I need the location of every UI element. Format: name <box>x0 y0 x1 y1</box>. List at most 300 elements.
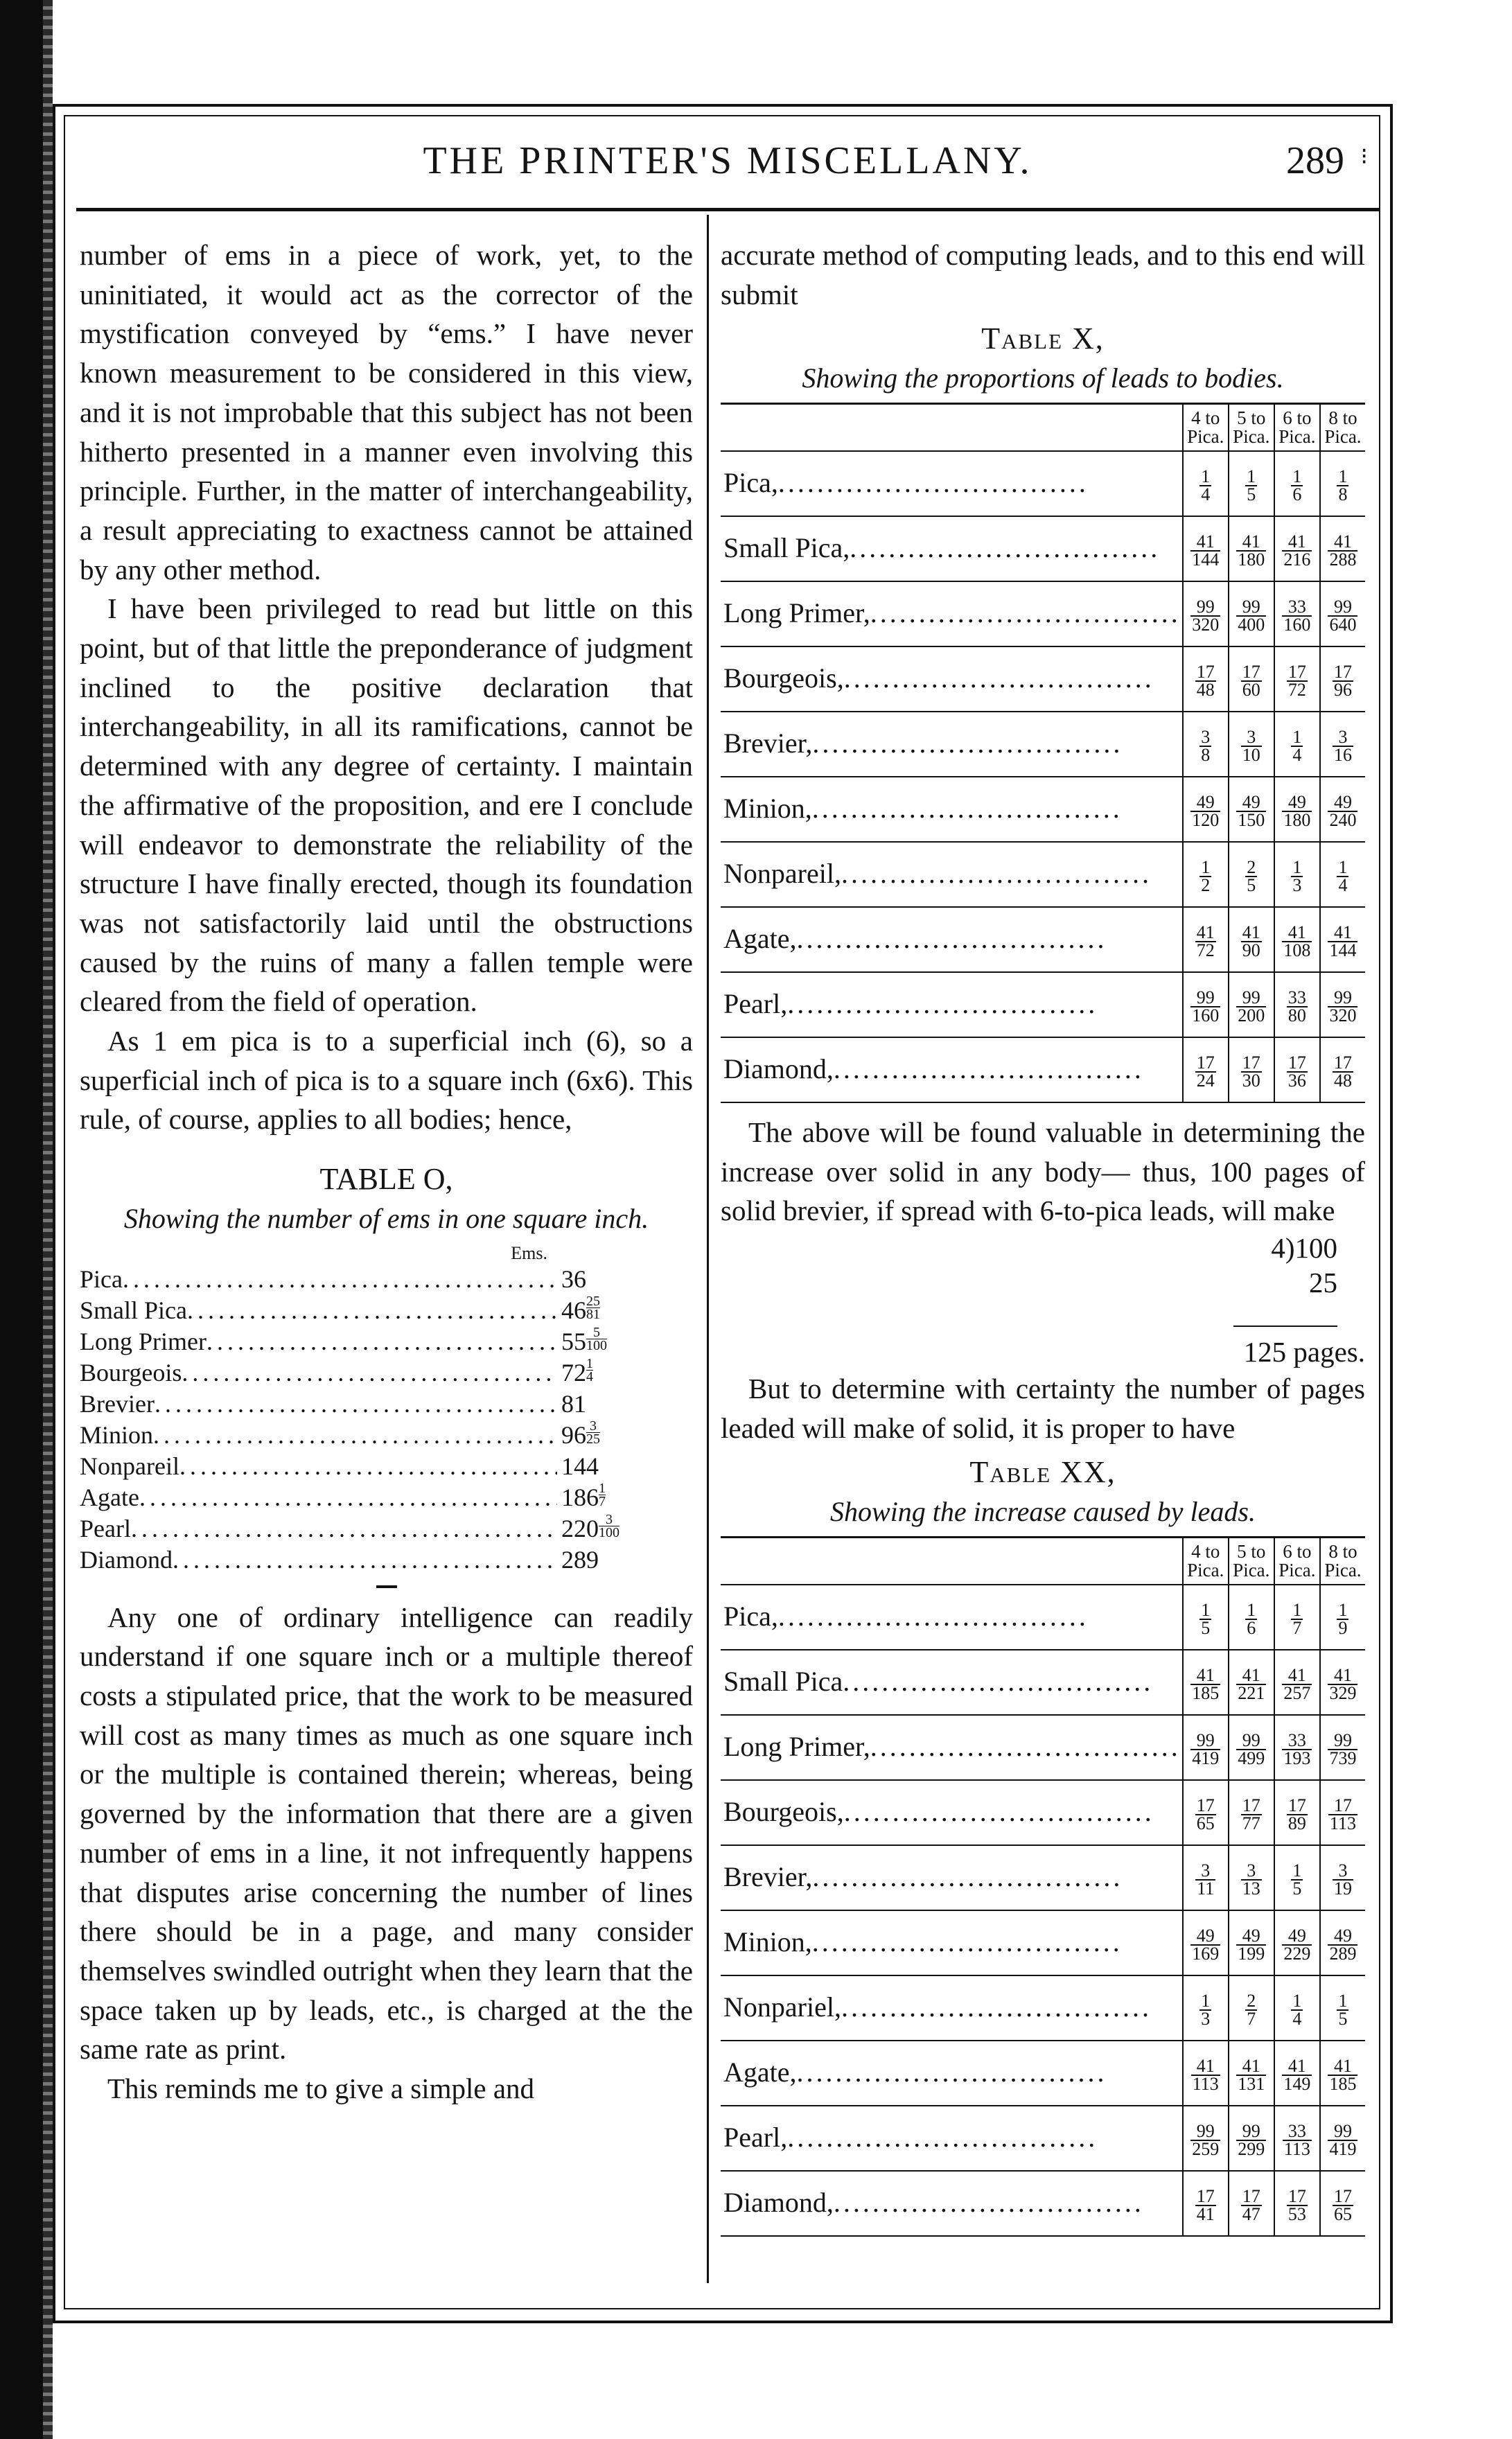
table-cell <box>1183 516 1229 581</box>
paragraph: accurate method of computing leads, and to this end will submit <box>721 239 1365 310</box>
fraction-denominator: 419 <box>1192 1748 1220 1769</box>
table-cell <box>1320 516 1365 581</box>
running-title: THE PRINTER'S MISCELLANY. <box>423 139 1032 182</box>
row-label-text: Brevier, <box>723 728 813 759</box>
fraction-numerator: 41 <box>1328 1667 1357 1685</box>
fraction <box>1333 729 1353 764</box>
binding-edge <box>43 0 53 2439</box>
dot-leader: ................................ <box>843 1666 1154 1698</box>
table-cell <box>1229 1845 1274 1910</box>
fraction <box>1245 859 1257 894</box>
fraction-denominator: 288 <box>1329 549 1357 570</box>
row-label <box>721 2171 1183 2236</box>
row-label <box>721 2041 1183 2106</box>
fraction-denominator: 5 <box>1292 1878 1302 1899</box>
fraction-numerator: 1 <box>1292 857 1302 878</box>
fraction <box>1291 1602 1303 1637</box>
fraction-numerator: 49 <box>1282 794 1312 812</box>
dot-leader: ................................ <box>870 597 1181 629</box>
table-header <box>721 1537 1365 1585</box>
dot-leader: ................................ <box>787 2122 1098 2154</box>
row-label-text: Pearl, <box>723 2122 788 2154</box>
fraction <box>1236 599 1266 633</box>
dot-leader: ................................ <box>850 532 1161 564</box>
row-label <box>721 907 1183 972</box>
table-cell <box>1274 646 1320 712</box>
dot-leader: ................................ <box>787 988 1098 1020</box>
fraction-denominator: 320 <box>1192 615 1220 635</box>
fraction-denominator: 47 <box>1242 2204 1260 2225</box>
fraction-numerator: 99 <box>1190 1732 1220 1750</box>
table-cell <box>1183 646 1229 712</box>
fraction-denominator: 5 <box>1247 484 1256 505</box>
dot-leader: ................................ <box>811 793 1123 825</box>
fraction-denominator: 299 <box>1238 2139 1265 2160</box>
table-row <box>721 1715 1365 1780</box>
fraction-denominator: 3 <box>1292 875 1302 896</box>
fraction-numerator: 49 <box>1190 794 1220 812</box>
fraction <box>1337 468 1348 503</box>
fraction <box>1195 924 1216 959</box>
section-divider <box>376 1585 397 1588</box>
fraction-denominator: 9 <box>1338 1618 1348 1639</box>
fraction <box>1241 1055 1262 1089</box>
table-cell <box>1320 1650 1365 1715</box>
fraction-denominator: 144 <box>1329 940 1357 961</box>
row-label <box>721 1845 1183 1910</box>
table-cell <box>1274 1845 1320 1910</box>
fraction-numerator: 3 <box>1195 1863 1215 1881</box>
fraction-denominator: 4 <box>586 1368 593 1384</box>
fraction-denominator: 19 <box>1333 1878 1352 1899</box>
row-label <box>721 581 1183 646</box>
book-binding-shadow <box>0 0 43 2439</box>
table-cell <box>1274 1585 1320 1650</box>
row-label: Nonpareil <box>80 1452 179 1480</box>
fraction-numerator: 41 <box>1190 1667 1220 1685</box>
fraction-numerator: 99 <box>1236 1732 1266 1750</box>
row-label-text: Pica, <box>723 467 778 499</box>
fraction <box>1333 1860 1353 1899</box>
fraction-denominator: 41 <box>1196 2204 1215 2225</box>
fraction <box>1195 1055 1216 1089</box>
table-cell <box>1183 1780 1229 1845</box>
table-xx <box>721 1536 1365 2237</box>
fraction-denominator: 216 <box>1283 549 1311 570</box>
fraction-numerator: 17 <box>1196 1795 1215 1816</box>
fraction-denominator: 4 <box>1201 484 1211 505</box>
dot-leader <box>139 1482 557 1513</box>
fraction-numerator: 17 <box>1287 662 1306 683</box>
fraction-numerator: 99 <box>1328 599 1357 617</box>
dot-leader: ................................ <box>870 1731 1181 1763</box>
fraction-denominator: 149 <box>1283 2074 1311 2095</box>
fraction-numerator: 49 <box>1236 794 1266 812</box>
table-row <box>721 1845 1365 1910</box>
fraction <box>1241 924 1262 959</box>
fraction-numerator: 41 <box>1282 534 1312 552</box>
fraction-denominator: 6 <box>1292 484 1302 505</box>
table-cell <box>1229 1650 1274 1715</box>
fraction-numerator: 17 <box>1242 2186 1260 2207</box>
fraction-denominator: 739 <box>1329 1748 1357 1769</box>
fraction <box>1333 1055 1353 1089</box>
fraction-denominator: 72 <box>1287 680 1306 701</box>
table-cell <box>1183 1650 1229 1715</box>
table-row <box>80 1482 693 1513</box>
fraction-numerator: 99 <box>1190 599 1220 617</box>
fraction <box>1291 468 1303 503</box>
fraction-denominator: 4 <box>1292 745 1302 766</box>
fraction-denominator: 257 <box>1283 1683 1311 1704</box>
dot-leader: ................................ <box>812 728 1123 759</box>
fraction-denominator: 499 <box>1238 1748 1265 1769</box>
fraction-denominator: 4 <box>1292 2009 1302 2029</box>
fraction-denominator: 120 <box>1192 810 1220 831</box>
fraction <box>1291 859 1303 894</box>
header-ornament: ⁝ <box>1360 144 1368 170</box>
fraction-numerator: 41 <box>1191 2058 1220 2076</box>
table-row <box>721 2041 1365 2106</box>
fraction-denominator: 11 <box>1197 1878 1215 1899</box>
fraction-denominator: 96 <box>1333 680 1352 701</box>
fraction <box>1337 1993 1348 2027</box>
column-header: 5 to Pica. <box>1229 403 1274 451</box>
table-cell <box>1229 907 1274 972</box>
row-label: Brevier <box>80 1389 155 1418</box>
fraction <box>1291 729 1303 764</box>
table-cell <box>1320 1037 1365 1102</box>
fraction <box>1291 1860 1303 1899</box>
fraction-numerator: 1 <box>1292 1991 1302 2011</box>
fraction-denominator: 400 <box>1238 615 1265 635</box>
row-label <box>721 1037 1183 1102</box>
dot-leader <box>131 1513 557 1544</box>
fraction-numerator: 3 <box>1333 729 1353 747</box>
row-label-text: Small Pica, <box>723 532 850 564</box>
fraction-numerator: 33 <box>1282 599 1312 617</box>
fraction <box>1191 2058 1220 2093</box>
fraction-numerator: 17 <box>1333 2186 1352 2207</box>
dot-leader: ................................ <box>833 1053 1144 1085</box>
table-cell <box>1229 1585 1274 1650</box>
fraction <box>1328 531 1357 570</box>
table-cell <box>1320 1910 1365 1975</box>
row-label: Bourgeois <box>80 1358 182 1386</box>
fraction-numerator: 25 <box>586 1293 600 1309</box>
fraction-denominator: 320 <box>1329 1005 1357 1026</box>
fraction <box>586 1295 600 1321</box>
fraction-numerator: 1 <box>1247 466 1256 487</box>
fraction-denominator: 113 <box>1329 1813 1356 1834</box>
fraction-numerator: 17 <box>1242 1795 1260 1816</box>
table-cell <box>1229 842 1274 907</box>
row-label-text: Diamond, <box>723 1053 834 1085</box>
fraction-numerator: 17 <box>1287 1053 1306 1073</box>
table-cell <box>1183 1715 1229 1780</box>
fraction <box>1282 1732 1312 1767</box>
fraction-numerator: 17 <box>1287 2186 1306 2207</box>
paragraph: This reminds me to give a simple and <box>107 2072 535 2105</box>
table-cell <box>1274 516 1320 581</box>
fraction <box>1236 531 1266 570</box>
fraction-numerator: 1 <box>1292 727 1302 748</box>
fraction-numerator: 41 <box>1242 922 1260 943</box>
table-row <box>721 1975 1365 2041</box>
fraction-numerator: 41 <box>1282 2058 1312 2076</box>
fraction <box>1287 1797 1308 1832</box>
table-cell <box>1229 1780 1274 1845</box>
left-column <box>80 236 693 2108</box>
value-number: 72 <box>561 1358 586 1386</box>
fraction-numerator: 99 <box>1328 2123 1357 2141</box>
table-cell <box>1320 646 1365 712</box>
fraction <box>1287 2188 1308 2223</box>
fraction-numerator: 99 <box>1190 2123 1220 2141</box>
row-label-text: Minion, <box>723 793 812 825</box>
fraction-numerator: 99 <box>1236 989 1266 1007</box>
fraction <box>1236 1732 1266 1767</box>
fraction-denominator: 193 <box>1283 1748 1311 1769</box>
dot-leader <box>153 1420 557 1451</box>
fraction <box>1241 1860 1262 1899</box>
fraction-denominator: 25 <box>586 1431 600 1447</box>
row-label-text: Diamond, <box>723 2187 834 2219</box>
table-cell <box>1183 1585 1229 1650</box>
dot-leader: ................................ <box>796 2057 1107 2088</box>
table-cell <box>1320 1975 1365 2041</box>
table-cell <box>1320 2171 1365 2236</box>
fraction <box>1328 924 1357 959</box>
dot-leader: ................................ <box>796 923 1107 955</box>
fraction-numerator: 99 <box>1328 1732 1357 1750</box>
row-label-text: Pica, <box>723 1601 778 1632</box>
fraction-denominator: 160 <box>1283 615 1311 635</box>
row-label-text: Long Primer, <box>723 597 870 629</box>
fraction <box>1190 1667 1220 1702</box>
fraction <box>1282 1928 1312 1962</box>
row-value <box>557 1451 693 1482</box>
fraction <box>1328 2058 1357 2093</box>
row-label <box>721 516 1183 581</box>
table-row <box>721 2171 1365 2236</box>
fraction-numerator: 49 <box>1282 1928 1312 1946</box>
row-label-text: Nonpariel, <box>723 1991 841 2023</box>
fraction-numerator: 3 <box>1241 729 1262 747</box>
fraction <box>1328 1667 1357 1702</box>
table-cell <box>1183 2041 1229 2106</box>
fraction-numerator: 49 <box>1236 1928 1266 1946</box>
table-cell <box>1229 1910 1274 1975</box>
table-row <box>80 1544 693 1576</box>
fraction <box>1195 662 1216 701</box>
column-header: 5 to Pica. <box>1229 1537 1274 1585</box>
table-cell <box>1274 2171 1320 2236</box>
row-label-text: Pearl, <box>723 988 788 1020</box>
fraction-numerator: 41 <box>1328 534 1357 552</box>
fraction-numerator: 1 <box>1338 857 1348 878</box>
fraction-numerator: 33 <box>1287 987 1306 1008</box>
fraction <box>599 1513 619 1539</box>
right-column <box>721 236 1365 2241</box>
fraction <box>1328 2123 1357 2158</box>
fraction <box>1195 2188 1216 2223</box>
fraction-numerator: 1 <box>1247 1600 1256 1621</box>
fraction-denominator: 169 <box>1192 1944 1220 1964</box>
row-label-text: Bourgeois, <box>723 662 844 694</box>
fraction-denominator: 48 <box>1196 680 1215 701</box>
fraction <box>586 1357 593 1383</box>
fraction-numerator: 1 <box>599 1480 606 1496</box>
row-label <box>721 777 1183 842</box>
fraction-numerator: 41 <box>1282 1667 1312 1685</box>
fraction-denominator: 185 <box>1329 2074 1357 2095</box>
paragraph: Any one of ordinary intelligence can readily understand if one square inch or a multiple thereof costs a stipulated price, that the work to be measured will cost as many times as much as one square inch or the multiple is contained therein; whereas, being governed by the information that there are a given number of ems in a line, it not infrequently happens that disputes arise concerning the number of lines there should be in a page, and many consider themselves swindled outright when they learn that the space taken up by leads, etc., is charged at the the same rate as print. <box>80 1601 693 2066</box>
fraction-numerator: 1 <box>1201 857 1211 878</box>
fraction-denominator: 65 <box>1333 2204 1352 2225</box>
fraction-numerator: 17 <box>1196 1053 1215 1073</box>
table-cell <box>1320 1715 1365 1780</box>
running-header <box>83 139 1372 194</box>
row-label <box>721 842 1183 907</box>
value-number: 144 <box>561 1452 599 1480</box>
column-rule <box>707 215 709 2283</box>
fraction <box>1190 531 1220 570</box>
column-header: 8 to Pica. <box>1320 403 1365 451</box>
table-xx-title: Table XX, <box>969 1455 1116 1490</box>
calc-result: 125 pages. <box>1243 1335 1365 1368</box>
table-cell <box>1183 712 1229 777</box>
fraction-numerator: 17 <box>1196 662 1215 683</box>
fraction-numerator: 17 <box>1287 1795 1306 1816</box>
fraction <box>1282 1667 1312 1702</box>
fraction-numerator: 41 <box>1282 924 1312 942</box>
fraction-denominator: 221 <box>1238 1683 1265 1704</box>
dot-leader <box>206 1326 557 1357</box>
fraction-numerator: 17 <box>1196 2186 1215 2207</box>
fraction-numerator: 17 <box>1242 1053 1260 1073</box>
row-label-text: Bourgeois, <box>723 1796 844 1828</box>
fraction <box>1328 989 1357 1024</box>
table-cell <box>1274 1037 1320 1102</box>
fraction-denominator: 150 <box>1238 810 1265 831</box>
dot-leader: ................................ <box>811 1926 1123 1958</box>
table-cell <box>1320 1845 1365 1910</box>
table-cell <box>1274 2106 1320 2171</box>
fraction <box>1245 468 1257 503</box>
table-row <box>721 907 1365 972</box>
fraction <box>1199 1993 1211 2027</box>
value-number: 36 <box>561 1265 586 1293</box>
fraction <box>1199 468 1211 503</box>
fraction <box>586 1326 607 1352</box>
fraction-numerator: 3 <box>1241 1863 1262 1881</box>
fraction <box>1195 1860 1215 1899</box>
row-label-text: Agate, <box>723 2057 797 2088</box>
fraction-numerator: 1 <box>1292 1860 1302 1881</box>
fraction-denominator: 81 <box>586 1306 600 1322</box>
fraction-numerator: 1 <box>1338 466 1348 487</box>
row-label <box>721 1650 1183 1715</box>
header-rule <box>76 208 1379 211</box>
row-label-text: Small Pica <box>723 1666 843 1698</box>
table-cell <box>1320 1780 1365 1845</box>
fraction-denominator: 36 <box>1287 1071 1306 1091</box>
fraction-denominator: 3 <box>1201 2009 1211 2029</box>
calc-line: 4)100 <box>1271 1231 1337 1264</box>
table-cell <box>1183 2171 1229 2236</box>
row-value <box>557 1264 693 1295</box>
table-cell <box>1229 777 1274 842</box>
dot-leader <box>182 1357 557 1389</box>
fraction-denominator: 100 <box>586 1337 607 1353</box>
table-cell <box>1320 842 1365 907</box>
table-cell <box>1320 972 1365 1037</box>
column-header: 6 to Pica. <box>1274 1537 1320 1585</box>
fraction-denominator: 2 <box>1201 875 1211 896</box>
table-cell <box>1183 777 1229 842</box>
row-label: Pearl <box>80 1514 131 1542</box>
calc-line: 25 <box>1309 1266 1337 1298</box>
table-row <box>80 1264 693 1295</box>
fraction <box>1283 2123 1312 2158</box>
fraction <box>1282 2058 1312 2093</box>
fraction-numerator: 41 <box>1236 534 1266 552</box>
fraction-numerator: 17 <box>1333 662 1352 683</box>
fraction <box>1236 1667 1266 1702</box>
table-cell <box>1274 581 1320 646</box>
fraction-denominator: 65 <box>1196 1813 1215 1834</box>
fraction-denominator: 7 <box>1247 2009 1256 2029</box>
table-x <box>721 403 1365 1103</box>
fraction-denominator: 89 <box>1287 1813 1306 1834</box>
fraction-denominator: 30 <box>1242 1071 1260 1091</box>
fraction <box>599 1482 606 1508</box>
fraction <box>1241 662 1262 701</box>
row-label <box>721 1715 1183 1780</box>
table-cell <box>1274 1780 1320 1845</box>
fraction-denominator: 289 <box>1329 1944 1357 1964</box>
fraction-numerator: 1 <box>586 1355 593 1371</box>
fraction-denominator: 200 <box>1238 1005 1265 1026</box>
fraction-numerator: 17 <box>1333 1053 1352 1073</box>
fraction-denominator: 185 <box>1192 1683 1220 1704</box>
fraction-numerator: 33 <box>1283 2123 1312 2141</box>
fraction-denominator: 6 <box>1247 1618 1256 1639</box>
fraction <box>1245 1993 1257 2027</box>
table-row <box>80 1420 693 1451</box>
table-x-title: Table X, <box>981 322 1105 356</box>
fraction-numerator: 2 <box>1247 1991 1256 2011</box>
fraction-denominator: 108 <box>1283 940 1311 961</box>
row-label: Long Primer <box>80 1327 206 1355</box>
fraction <box>1195 1797 1216 1832</box>
dot-leader: ................................ <box>841 858 1152 890</box>
table-cell <box>1183 2106 1229 2171</box>
row-label: Small Pica <box>80 1296 187 1324</box>
row-value <box>557 1482 693 1513</box>
table-o-rows <box>80 1264 693 1576</box>
paragraph: But to determine with certainty the number of pages leaded will make of solid, it is proper to have <box>721 1372 1365 1444</box>
fraction <box>1241 2188 1262 2223</box>
column-header: 4 to Pica. <box>1183 1537 1229 1585</box>
row-label <box>721 972 1183 1037</box>
fraction <box>1199 1602 1211 1637</box>
fraction <box>1236 2058 1266 2093</box>
table-cell <box>1229 1975 1274 2041</box>
fraction <box>1333 2188 1353 2223</box>
row-value <box>557 1389 693 1420</box>
